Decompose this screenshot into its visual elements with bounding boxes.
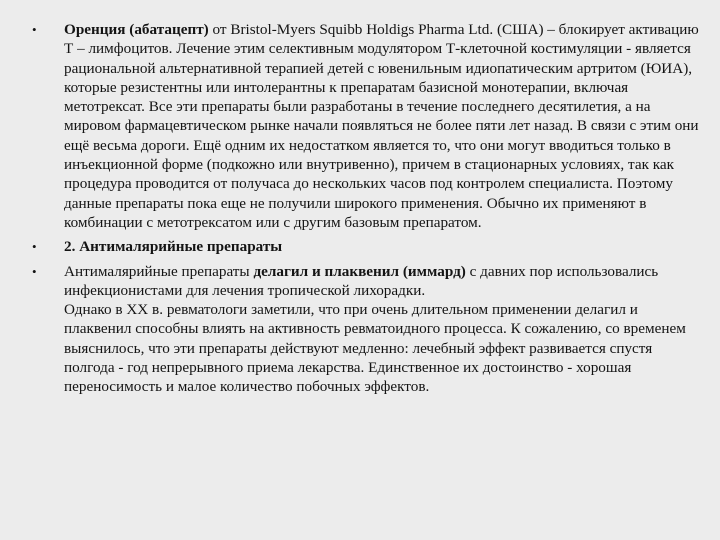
bullet-item-orencia — [32, 20, 700, 232]
bullet-dot-icon: • — [32, 239, 37, 255]
bullet-dot-icon: • — [32, 22, 37, 37]
orencia-title: Оренция (абатацепт) — [64, 21, 209, 38]
bullet-dot-icon: • — [32, 263, 37, 279]
bullet-item-antimalarial — [32, 262, 700, 397]
antimalarial-intro-end: с давних пор использовались инфекционистами для лечения тропической лихорадки. — [64, 262, 659, 299]
section-heading: 2. Антималярийные препараты — [64, 238, 283, 256]
bullet-list — [32, 20, 700, 402]
orencia-text: от Bristol-Myers Squibb Holdigs Pharma Ltd. (США) – блокирует активацию Т – лимфоцитов. Лечение этим селективным модулятором Т-клеточной костимуляции - является рациональной альтернативной терапией детей с ювенильным идиопатическим артритом (ЮИА), которые резистентны или интолерантны к препаратам базисной монотерапии, включая метотрексат. Все эти препараты были разработаны в течение последнего десятилетия, а на мировом фармацевтическом рынке начали появляться не более пяти лет назад. В связи с этим они ещё весьма дороги. Ещё одним их недостатком является то, что они могут вводиться только в инъекционной форме (подкожно или внутривенно), причем в стационарных условиях, так как процедура проводится от получаса до нескольких часов под контролем специалиста. Поэтому данные препараты пока еще не получили широкого применения. Обычно их применяют в комбинации с метотрексатом или с другим базовым препаратом. — [64, 21, 699, 231]
bullet-item-heading — [32, 237, 700, 256]
antimalarial-intro: Антималярийные препараты — [64, 262, 254, 280]
antimalarial-paragraph: Однако в ХХ в. ревматологи заметили, что при очень длительном применении делагил и плаквенил способны влиять на активность ревматоидного процесса. К сожалению, со временем выяснилось, что эти препараты действуют медленно: лечебный эффект развивается спустя полгода - год непрерывного приема лекарства. Единственное их достоинство - хорошая переносимость и малое количество побочных эффектов. — [64, 301, 686, 396]
antimalarial-drug-names: делагил и плаквенил (иммард) — [253, 262, 466, 280]
